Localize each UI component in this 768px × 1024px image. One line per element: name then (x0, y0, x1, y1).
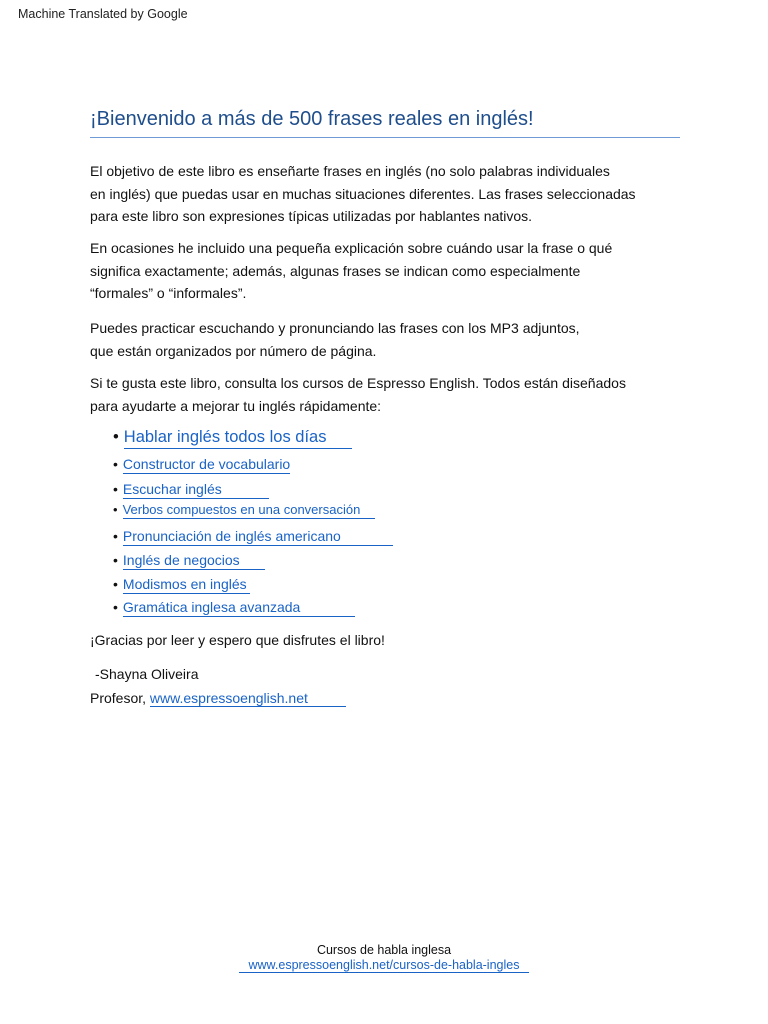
course-link-gramatica[interactable]: Gramática inglesa avanzada (123, 599, 355, 617)
list-item (113, 528, 393, 546)
mp3-paragraph (90, 317, 670, 362)
bullet-icon: • (113, 528, 118, 544)
text-line: en inglés) que puedas usar en muchas situaciones diferentes. Las frases seleccionadas (90, 185, 636, 202)
course-link-hablar[interactable]: Hablar inglés todos los días (124, 428, 352, 449)
text-line: para este libro son expresiones típicas utilizadas por hablantes nativos. (90, 208, 533, 224)
machine-translated-label: Machine Translated by Google (18, 7, 188, 21)
text-line: que están organizados por número de página. (90, 342, 377, 359)
text-line: El objetivo de este libro es enseñarte frases en inglés (no solo palabras individuales (90, 163, 610, 179)
bullet-icon: • (113, 456, 118, 472)
thanks-text: ¡Gracias por leer y espero que disfrutes el libro! (90, 632, 385, 648)
course-link-vocabulario[interactable]: Constructor de vocabulario (122, 456, 291, 472)
bullet-icon: • (113, 552, 118, 568)
footer-link[interactable]: www.espressoenglish.net/cursos-de-habla-ingles (239, 958, 529, 973)
bullet-icon: • (113, 599, 118, 615)
website-link[interactable]: www.espressoenglish.net (150, 690, 346, 707)
bullet-icon: • (113, 428, 119, 446)
text-line: Puedes practicar escuchando y pronunciando las frases con los MP3 adjuntos, (90, 320, 580, 336)
bullet-icon: • (113, 576, 118, 592)
list-item (113, 428, 352, 449)
author-role (90, 690, 346, 707)
footer-label: Cursos de habla inglesa (316, 943, 452, 957)
course-link-negocios[interactable]: Inglés de negocios (123, 552, 265, 570)
footer (0, 943, 768, 973)
text-line: para ayudarte a mejorar tu inglés rápidamente: (90, 397, 382, 414)
text-line: En ocasiones he incluido una pequeña explicación sobre cuándo usar la frase o qué (90, 240, 613, 256)
list-item (113, 599, 355, 617)
list-item (113, 481, 269, 499)
list-item (113, 552, 265, 570)
bullet-icon: • (113, 481, 118, 497)
text-line: Si te gusta este libro, consulta los cursos de Espresso English. Todos están diseñados (90, 375, 626, 391)
list-item (113, 456, 290, 474)
page-title: ¡Bienvenido a más de 500 frases reales en inglés! (90, 105, 680, 138)
text-line: significa exactamente; además, algunas frases se indican como especialmente (90, 262, 581, 279)
list-item (113, 576, 250, 594)
explanation-paragraph (90, 237, 670, 305)
page-title-block (90, 105, 680, 138)
course-link-verbos[interactable]: Verbos compuestos en una conversación (123, 502, 375, 519)
course-link-escuchar[interactable]: Escuchar inglés (123, 481, 269, 499)
courses-intro-paragraph (90, 372, 670, 417)
role-label: Profesor, (90, 690, 150, 706)
intro-paragraph (90, 160, 670, 228)
course-link-modismos[interactable]: Modismos en inglés (123, 576, 250, 594)
course-link-pronunciacion[interactable]: Pronunciación de inglés americano (123, 528, 393, 546)
text-line: “formales” o “informales”. (90, 285, 247, 301)
bullet-icon: • (113, 502, 118, 517)
list-item (113, 502, 375, 519)
author-name: -Shayna Oliveira (95, 666, 199, 682)
